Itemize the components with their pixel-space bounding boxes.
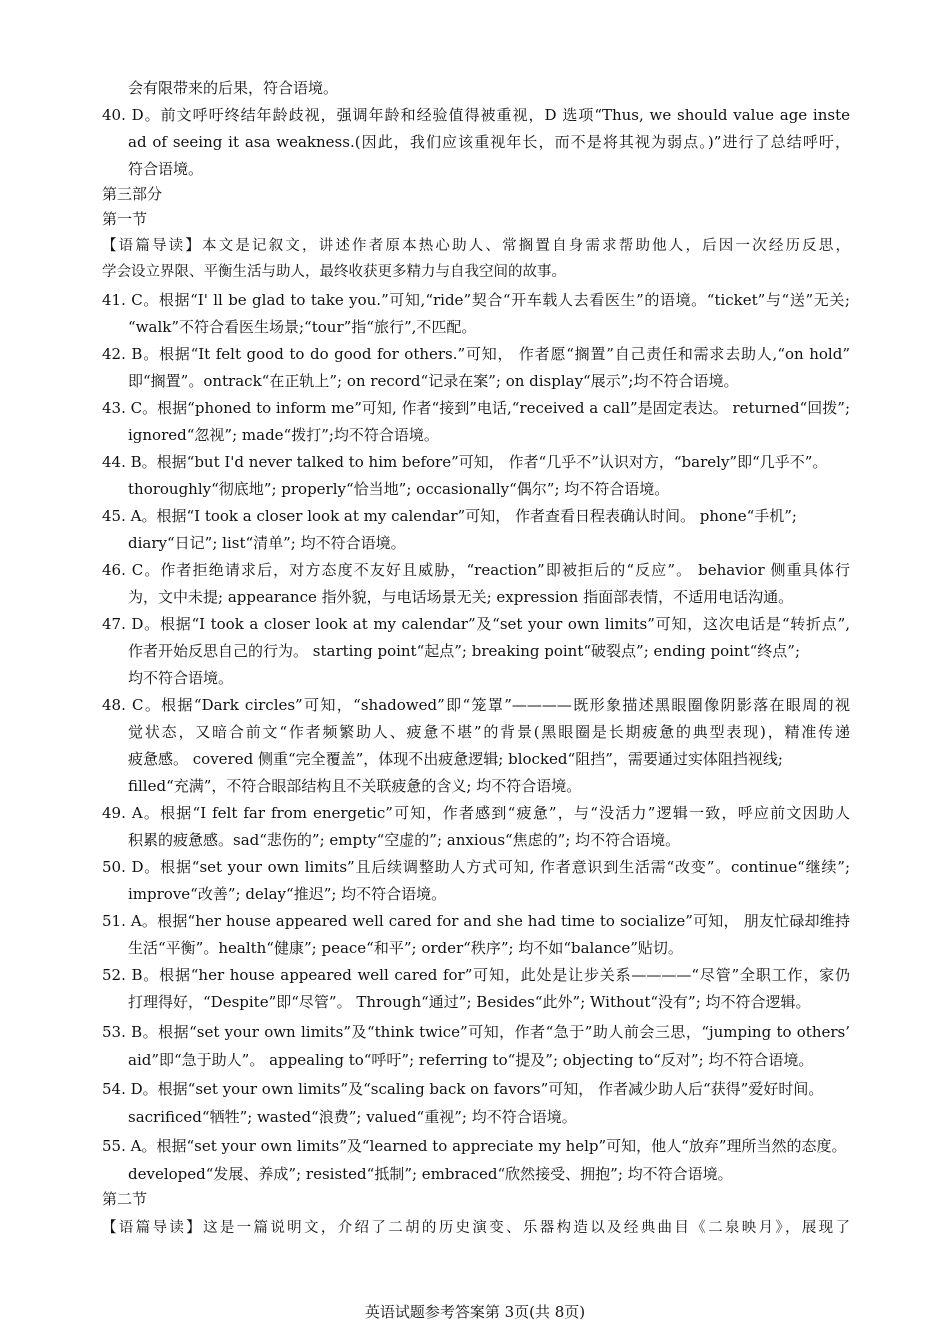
answer-42-line-2: 即“搁置”。ontrack“在正轨上”; on record“记录在案”; on display“展示”;均不符合语境。 bbox=[128, 372, 739, 390]
answer-54-line-2: sacrificed“牺牲”; wasted“浪费”; valued“重视”; 均不符合语境。 bbox=[128, 1108, 577, 1126]
answer-52-line-2: 打理得好，“Despite”即“尽管”。 Through“通过”; Besides“此外”; Without“没有”; 均不符合逻辑。 bbox=[128, 993, 811, 1011]
answer-44-line-2: thoroughly“彻底地”; properly“恰当地”; occasionally“偶尔”; 均不符合语境。 bbox=[128, 480, 670, 498]
answer-53-line-1: 53. B。根据“set your own limits”及“think twice”可知，作者“急于”助人前会三思，“jumping to others’ bbox=[102, 1023, 850, 1041]
intro-line: 会有限带来的后果，符合语境。 bbox=[128, 79, 339, 97]
q40-line-2: ad of seeing it asa weakness.(因此，我们应该重视年长，而不是将其视为弱点。)”进行了总结呼吁， bbox=[128, 133, 850, 151]
answer-51-line-2: 生活“平衡”。health“健康”; peace“和平”; order“秩序”; 均不如“balance”贴切。 bbox=[128, 939, 683, 957]
section-heading-part3: 第三部分 bbox=[102, 185, 163, 203]
section-heading-part3-sub1: 第一节 bbox=[102, 210, 148, 228]
answer-47-line-1: 47. D。根据“I took a closer look at my calendar”及“set your own limits”可知，这次电话是“转折点”, bbox=[102, 615, 850, 633]
answer-48-line-4: filled“充满”，不符合眼部结构且不关联疲惫的含义; 均不符合语境。 bbox=[128, 777, 582, 795]
answer-44-line-1: 44. B。根据“but I'd never talked to him before”可知， 作者“几乎不”认识对方，“barely”即“几乎不”。 bbox=[102, 453, 828, 471]
answer-55-line-1: 55. A。根据“set your own limits”及“learned to appreciate my help”可知，他人“放弃”理所当然的态度。 bbox=[102, 1137, 847, 1155]
answer-54-line-1: 54. D。根据“set your own limits”及“scaling back on favors”可知， 作者减少助人后“获得”爱好时间。 bbox=[102, 1080, 824, 1098]
answer-50-line-1: 50. D。根据“set your own limits”且后续调整助人方式可知, 作者意识到生活需“改变”。continue“继续”; bbox=[102, 858, 850, 876]
answer-46-line-1: 46. C。作者拒绝请求后，对方态度不友好且威胁，“reaction”即被拒后的“反应”。 behavior 侧重具体行 bbox=[102, 561, 850, 579]
answer-45-line-1: 45. A。根据“I took a closer look at my calendar”可知， 作者查看日程表确认时间。 phone“手机”; bbox=[102, 507, 797, 525]
answer-48-line-3: 疲惫感。 covered 侧重“完全覆盖”，体现不出疲惫逻辑; blocked“阻挡”，需要通过实体阻挡视线; bbox=[128, 750, 783, 768]
answer-51-line-1: 51. A。根据“her house appeared well cared for and she had time to socialize”可知， 朋友忙碌却维持 bbox=[102, 912, 850, 930]
q40-line-3: 符合语境。 bbox=[128, 160, 204, 178]
reading-guide-line-1: 【语篇导读】本文是记叙文，讲述作者原本热心助人、常搁置自身需求帮助他人，后因一次经历反思， bbox=[102, 238, 850, 254]
answer-48-line-2: 觉状态，又暗合前文“作者频繁助人、疲惫不堪”的背景(黑眼圈是长期疲惫的典型表现)，精准传递 bbox=[128, 723, 850, 741]
reading-guide-line-2: 学会设立界限、平衡生活与助人，最终收获更多精力与自我空间的故事。 bbox=[102, 264, 566, 280]
answer-46-line-2: 为，文中未提; appearance 指外貌，与电话场景无关; expression 指面部表情，不适用电话沟通。 bbox=[128, 588, 794, 606]
answer-49-line-2: 积累的疲惫感。sad“悲伤的”; empty“空虚的”; anxious“焦虑的”; 均不符合语境。 bbox=[128, 831, 681, 849]
answer-45-line-2: diary“日记”; list“清单”; 均不符合语境。 bbox=[128, 534, 406, 552]
page-footer: 英语试题参考答案第 3页(共 8页) bbox=[364, 1303, 586, 1321]
answer-47-line-2: 作者开始反思自己的行为。 starting point“起点”; breaking point“破裂点”; ending point“终点”; bbox=[128, 642, 801, 660]
answer-42-line-1: 42. B。根据“It felt good to do good for others.”可知， 作者愿“搁置”自己责任和需求去助人,“on hold” bbox=[102, 345, 850, 363]
answer-47-line-3: 均不符合语境。 bbox=[128, 669, 234, 687]
answer-49-line-1: 49. A。根据“I felt far from energetic”可知，作者感到“疲惫”，与“没活力”逻辑一致，呼应前文因助人 bbox=[102, 804, 850, 822]
answer-48-line-1: 48. C。根据“Dark circles”可知，“shadowed”即“笼罩”————既形象描述黑眼圈像阴影落在眼周的视 bbox=[102, 696, 850, 714]
q40-line-1: 40. D。前文呼吁终结年龄歧视，强调年龄和经验值得被重视，D 选项“Thus, we should value age inste bbox=[102, 106, 850, 124]
answer-53-line-2: aid”即“急于助人”。 appealing to“呼吁”; referring to“提及”; objecting to“反对”; 均不符合语境。 bbox=[128, 1051, 814, 1069]
section-heading-part3-sub2: 第二节 bbox=[102, 1190, 148, 1208]
answer-41-line-2: “walk”不符合看医生场景;“tour”指“旅行”,不匹配。 bbox=[128, 318, 477, 336]
answer-43-line-1: 43. C。根据“phoned to inform me”可知, 作者“接到”电话,“received a call”是固定表达。 returned“回拨”; bbox=[102, 399, 850, 417]
answer-43-line-2: ignored“忽视”; made“拨打”;均不符合语境。 bbox=[128, 426, 439, 444]
answer-55-line-2: developed“发展、养成”; resisted“抵制”; embraced“欣然接受、拥抱”; 均不符合语境。 bbox=[128, 1165, 733, 1183]
reading-guide-2-line-1: 【语篇导读】这是一篇说明文，介绍了二胡的历史演变、乐器构造以及经典曲目《二泉映月》，展现了 bbox=[102, 1220, 850, 1236]
answer-52-line-1: 52. B。根据“her house appeared well cared for”可知，此处是让步关系————“尽管”全职工作，家仍 bbox=[102, 966, 850, 984]
answer-50-line-2: improve“改善”; delay“推迟”; 均不符合语境。 bbox=[128, 885, 447, 903]
answer-41-line-1: 41. C。根据“I' ll be glad to take you.”可知,“ride”契合“开车载人去看医生”的语境。“ticket”与“送”无关; bbox=[102, 291, 850, 309]
